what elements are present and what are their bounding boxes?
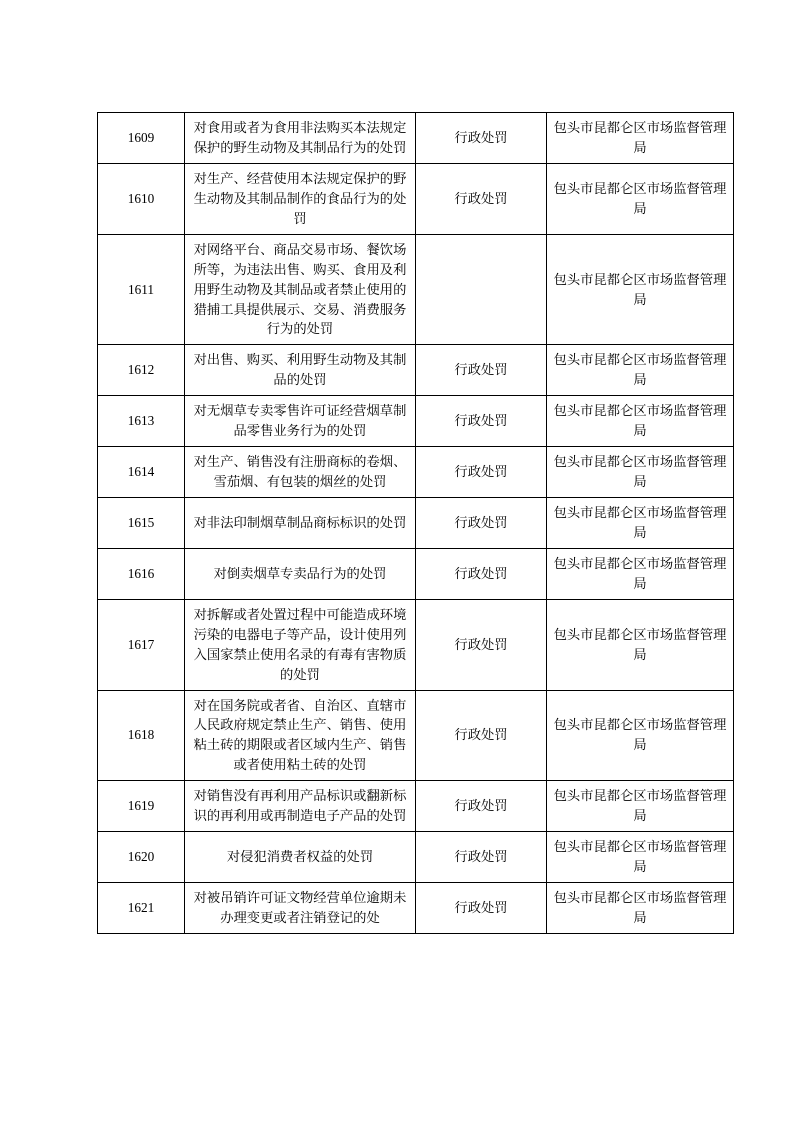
- row-item-cell: [185, 234, 416, 345]
- row-type-text: 行政处罚: [454, 727, 508, 743]
- row-org-text: 包头市昆都仑区市场监督管理局: [553, 788, 727, 824]
- row-type-cell: [416, 832, 547, 883]
- row-id-cell: [98, 781, 185, 832]
- row-item-cell: [185, 345, 416, 396]
- row-item-text: 对生产、销售没有注册商标的卷烟、雪茄烟、有包装的烟丝的处罚: [193, 454, 407, 490]
- row-id-text: 1609: [127, 129, 155, 145]
- row-org-text: 包头市昆都仑区市场监督管理局: [553, 120, 727, 155]
- row-type-cell: [416, 548, 547, 599]
- table-row: [98, 234, 734, 345]
- row-id-cell: [98, 498, 185, 549]
- row-org-text: 包头市昆都仑区市场监督管理局: [553, 839, 727, 875]
- row-org-text: 包头市昆都仑区市场监督管理局: [553, 352, 727, 388]
- row-org-cell: [547, 832, 734, 883]
- row-org-cell: [547, 548, 734, 599]
- row-item-cell: [185, 883, 416, 934]
- row-id-text: 1620: [127, 849, 155, 865]
- row-item-text: 对被吊销许可证文物经营单位逾期未办理变更或者注销登记的处: [193, 890, 407, 925]
- row-item-text: 对食用或者为食用非法购买本法规定保护的野生动物及其制品行为的处罚: [193, 120, 407, 155]
- row-id-cell: [98, 548, 185, 599]
- row-type-cell: [416, 345, 547, 396]
- row-id-text: 1619: [127, 798, 155, 814]
- row-type-text: 行政处罚: [454, 464, 508, 480]
- table-row: [98, 548, 734, 599]
- row-type-cell: [416, 396, 547, 447]
- row-org-cell: [547, 447, 734, 498]
- administrative-penalty-table: [97, 112, 734, 934]
- table-row: [98, 599, 734, 690]
- row-id-cell: [98, 599, 185, 690]
- row-id-text: 1613: [127, 413, 155, 429]
- row-item-text: 对生产、经营使用本法规定保护的野生动物及其制品制作的食品行为的处罚: [193, 170, 407, 226]
- table-row: [98, 396, 734, 447]
- table-row: [98, 447, 734, 498]
- row-org-cell: [547, 345, 734, 396]
- row-id-text: 1611: [127, 281, 155, 297]
- table-row: [98, 498, 734, 549]
- table-body: [98, 113, 734, 934]
- row-type-cell: [416, 447, 547, 498]
- row-org-text: 包头市昆都仑区市场监督管理局: [553, 626, 727, 662]
- table-row: [98, 113, 734, 164]
- row-org-cell: [547, 163, 734, 234]
- row-org-cell: [547, 234, 734, 345]
- row-type-cell: [416, 781, 547, 832]
- row-item-cell: [185, 832, 416, 883]
- table-row: [98, 690, 734, 781]
- row-item-cell: [185, 498, 416, 549]
- row-id-text: 1617: [127, 636, 155, 652]
- row-org-cell: [547, 113, 734, 164]
- row-org-text: 包头市昆都仑区市场监督管理局: [553, 717, 727, 753]
- row-item-cell: [185, 163, 416, 234]
- row-type-text: 行政处罚: [454, 514, 508, 530]
- row-org-cell: [547, 498, 734, 549]
- row-org-cell: [547, 781, 734, 832]
- row-item-text: 对出售、购买、利用野生动物及其制品的处罚: [193, 352, 407, 388]
- row-id-cell: [98, 690, 185, 781]
- row-org-cell: [547, 396, 734, 447]
- row-id-cell: [98, 345, 185, 396]
- row-type-cell: [416, 113, 547, 164]
- row-item-cell: [185, 548, 416, 599]
- row-type-text: 行政处罚: [454, 413, 508, 429]
- row-org-cell: [547, 690, 734, 781]
- row-org-text: 包头市昆都仑区市场监督管理局: [553, 555, 727, 591]
- row-item-cell: [185, 599, 416, 690]
- row-item-text: 对倒卖烟草专卖品行为的处罚: [213, 565, 387, 581]
- row-item-text: 对销售没有再利用产品标识或翻新标识的再利用或再制造电子产品的处罚: [193, 788, 407, 824]
- row-id-text: 1621: [127, 899, 155, 915]
- row-type-text: 行政处罚: [454, 636, 508, 652]
- row-type-text: 行政处罚: [454, 362, 508, 378]
- row-org-text: 包头市昆都仑区市场监督管理局: [553, 505, 727, 540]
- row-type-text: 行政处罚: [454, 849, 508, 865]
- row-item-text: 对非法印制烟草制品商标标识的处罚: [193, 514, 407, 530]
- row-id-text: 1612: [127, 362, 155, 378]
- row-id-cell: [98, 447, 185, 498]
- row-type-text: 行政处罚: [454, 565, 508, 581]
- row-org-cell: [547, 883, 734, 934]
- row-item-cell: [185, 447, 416, 498]
- row-item-text: 对拆解或者处置过程中可能造成环境污染的电器电子等产品，设计使用列入国家禁止使用名录的有毒有害物质的处罚: [193, 606, 407, 682]
- row-org-text: 包头市昆都仑区市场监督管理局: [553, 454, 727, 490]
- row-org-text: 包头市昆都仑区市场监督管理局: [553, 271, 727, 307]
- row-type-cell: [416, 498, 547, 549]
- row-type-text: 行政处罚: [454, 129, 508, 145]
- row-id-cell: [98, 832, 185, 883]
- row-type-cell: [416, 234, 547, 345]
- row-id-cell: [98, 234, 185, 345]
- row-id-cell: [98, 113, 185, 164]
- row-item-cell: [185, 690, 416, 781]
- row-item-text: 对在国务院或者省、自治区、直辖市人民政府规定禁止生产、销售、使用粘土砖的期限或者区域内生产、销售或者使用粘土砖的处罚: [193, 697, 407, 773]
- row-id-text: 1618: [127, 727, 155, 743]
- row-id-cell: [98, 163, 185, 234]
- table-row: [98, 163, 734, 234]
- row-type-text: 行政处罚: [454, 899, 508, 915]
- row-org-cell: [547, 599, 734, 690]
- row-type-text: 行政处罚: [454, 798, 508, 814]
- row-item-cell: [185, 396, 416, 447]
- row-item-cell: [185, 781, 416, 832]
- row-org-text: 包头市昆都仑区市场监督管理局: [553, 403, 727, 439]
- table-container: [97, 112, 727, 934]
- row-id-text: 1614: [127, 464, 155, 480]
- row-item-text: 对侵犯消费者权益的处罚: [226, 849, 374, 865]
- table-row: [98, 781, 734, 832]
- row-type-cell: [416, 599, 547, 690]
- row-item-text: 对网络平台、商品交易市场、餐饮场所等，为违法出售、购买、食用及利用野生动物及其制品或者禁止使用的猎捕工具提供展示、交易、消费服务行为的处罚: [193, 241, 407, 337]
- row-type-cell: [416, 690, 547, 781]
- table-row: [98, 832, 734, 883]
- row-type-cell: [416, 883, 547, 934]
- row-item-cell: [185, 113, 416, 164]
- row-org-text: 包头市昆都仑区市场监督管理局: [553, 180, 727, 216]
- row-id-text: 1616: [127, 565, 155, 581]
- row-id-cell: [98, 396, 185, 447]
- row-type-cell: [416, 163, 547, 234]
- row-org-text: 包头市昆都仑区市场监督管理局: [553, 890, 727, 925]
- table-row: [98, 345, 734, 396]
- row-type-text: 行政处罚: [454, 190, 508, 206]
- row-id-text: 1610: [127, 190, 155, 206]
- row-id-text: 1615: [127, 514, 155, 530]
- row-id-cell: [98, 883, 185, 934]
- row-item-text: 对无烟草专卖零售许可证经营烟草制品零售业务行为的处罚: [193, 403, 407, 439]
- table-row: [98, 883, 734, 934]
